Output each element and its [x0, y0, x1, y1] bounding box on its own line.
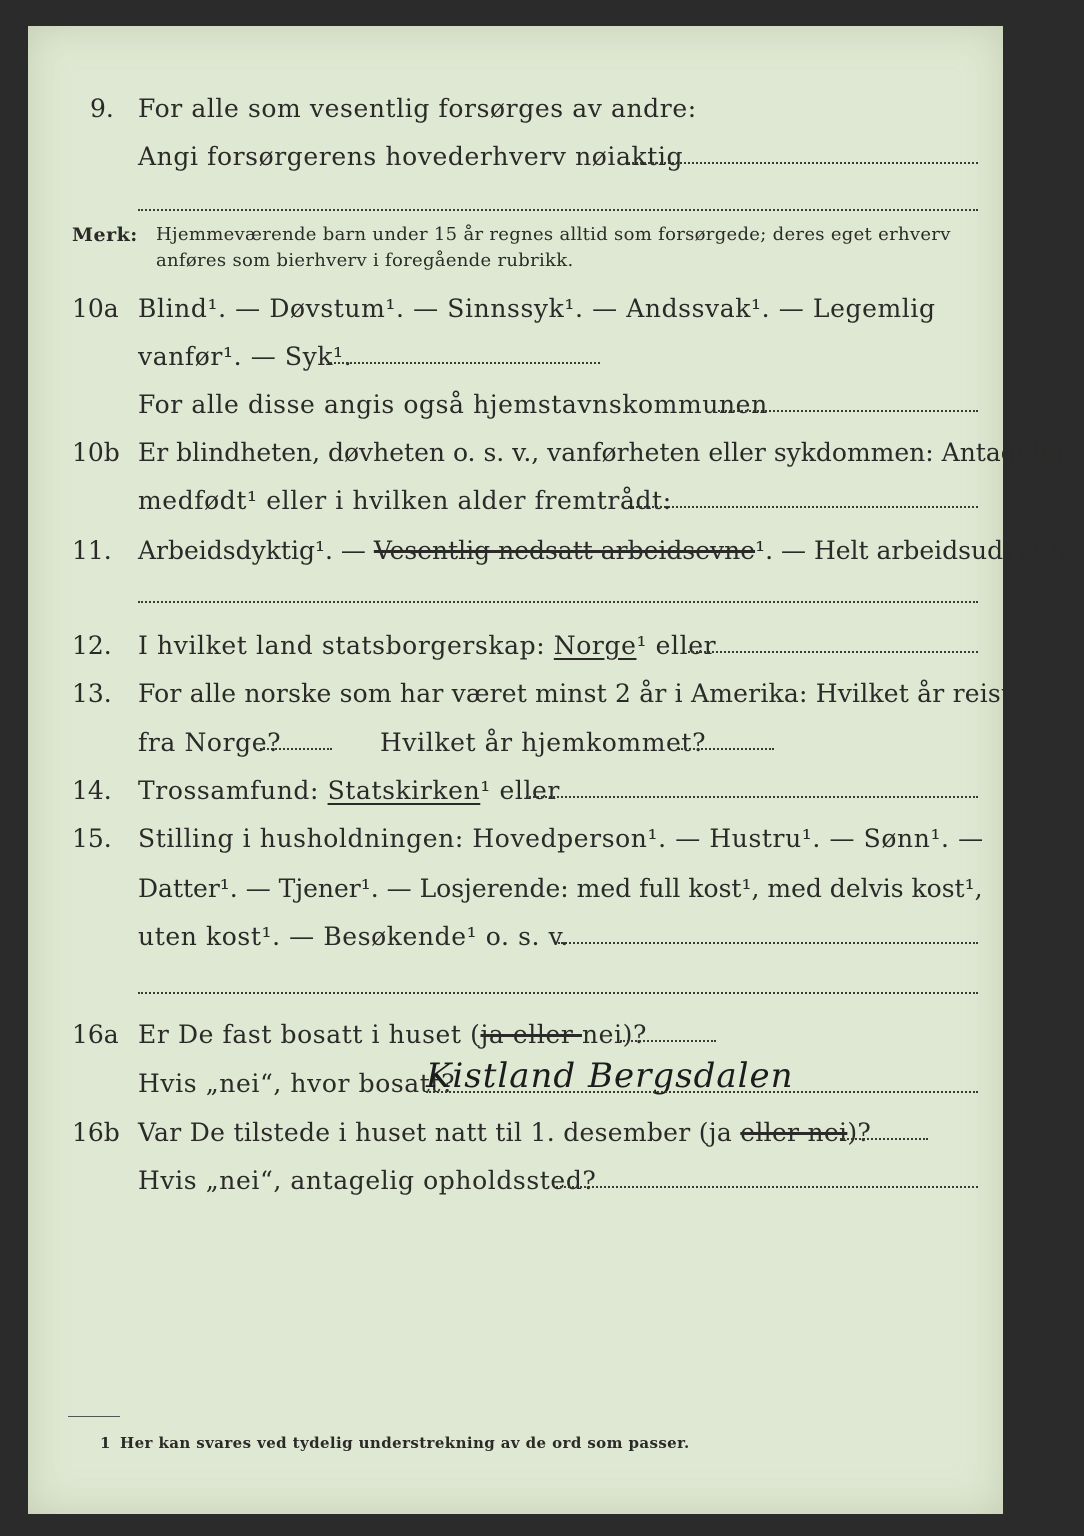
q16a-struck: ja eller — [480, 1020, 582, 1049]
q13-number: 13. — [72, 679, 112, 708]
q16a-handwritten-answer: Kistland Bergsdalen — [426, 1056, 794, 1096]
q10a-syk-dots — [330, 362, 600, 364]
q14-statskirken-underlined: Statskirken — [327, 776, 481, 805]
q15-line3: uten kost¹. — Besøkende¹ o. s. v. — [138, 922, 569, 951]
q10b-number: 10b — [72, 438, 120, 467]
q16b-line1 — [138, 1118, 871, 1147]
q15-line1: Stilling i husholdningen: Hovedperson¹. — Hustru¹. — Sønn¹. — — [138, 824, 984, 853]
q16b-pre: Var De tilstede i huset natt til 1. desember (ja — [138, 1118, 741, 1147]
q11-number: 11. — [72, 536, 112, 565]
q16a-pre: Er De fast bosatt i huset ( — [138, 1020, 481, 1049]
footnote-rule — [68, 1416, 120, 1417]
q15-extra-dots — [138, 992, 978, 994]
q13-line2b: Hvilket år hjemkommet? — [380, 728, 707, 757]
q16b-struck: eller nei — [740, 1118, 848, 1147]
q16a-number: 16a — [72, 1020, 119, 1049]
q13-line1: For alle norske som har været minst 2 år i Amerika: Hvilket år reist — [138, 679, 1012, 708]
q12-post: ¹ eller — [636, 631, 717, 660]
q16a-line2: Hvis „nei“, hvor bosatt? — [138, 1069, 456, 1098]
q15-answer-dots — [558, 942, 978, 944]
q13-reist-dots — [260, 748, 332, 750]
q12-number: 12. — [72, 631, 112, 660]
q10a-kommune-dots — [718, 410, 978, 412]
q12-answer-dots — [688, 651, 978, 653]
footnote-text: Her kan svares ved tydelig understrekning av de ord som passer. — [120, 1434, 690, 1452]
q10a-number: 10a — [72, 294, 119, 323]
q11-line — [138, 536, 1084, 565]
q16b-number: 16b — [72, 1118, 120, 1147]
q16b-opholdssted-dots — [556, 1186, 978, 1188]
q16a-bosatt-dots — [426, 1091, 978, 1093]
merk-line1: Hjemmeværende barn under 15 år regnes alltid som forsørgede; deres eget erhverv — [156, 224, 951, 245]
q11-part1: Arbeidsdyktig¹. — — [138, 536, 374, 565]
q14-number: 14. — [72, 776, 112, 805]
q12-pre: I hvilket land statsborgerskap: — [138, 631, 554, 660]
q15-line2: Datter¹. — Tjener¹. — Losjerende: med full kost¹, med delvis kost¹, — [138, 874, 983, 903]
q16b-post: )? — [847, 1118, 872, 1147]
q13-line2a: fra Norge? — [138, 728, 282, 757]
merk-label: Merk: — [72, 224, 138, 246]
q11-struck-answer: Vesentlig nedsatt arbeidsevne — [373, 536, 756, 565]
q16a-line1 — [138, 1020, 647, 1049]
census-form-page — [28, 26, 1084, 1514]
q9-extra-dots — [138, 209, 978, 211]
q16b-answer-dots — [840, 1138, 928, 1140]
q9-line1: For alle som vesentlig forsørges av andre: — [138, 94, 697, 123]
q13-hjemkommet-dots — [678, 748, 774, 750]
q9-answer-dots — [628, 162, 978, 164]
footnote-mark: 1 — [100, 1434, 111, 1452]
q16a-post: nei)? — [581, 1020, 648, 1049]
q9-line2: Angi forsørgerens hovederhverv nøiaktig — [138, 142, 684, 171]
q10b-line2: medfødt¹ eller i hvilken alder fremtrådt: — [138, 486, 672, 515]
q10a-line1: Blind¹. — Døvstum¹. — Sinnssyk¹. — Andssvak¹. — Legemlig — [138, 294, 936, 323]
q12-line — [138, 631, 716, 660]
merk-line2: anføres som bierhverv i foregående rubrikk. — [156, 250, 574, 271]
q12-norge-underlined: Norge — [553, 631, 637, 660]
q11-extra-dots — [138, 601, 978, 603]
q14-post: ¹ eller — [480, 776, 560, 805]
q16b-line2: Hvis „nei“, antagelig opholdssted? — [138, 1166, 597, 1195]
q16a-answer-dots — [620, 1040, 716, 1042]
q14-line — [138, 776, 560, 805]
q10b-line1: Er blindheten, døvheten o. s. v., vanførheten eller sykdommen: Antagelig — [138, 438, 1064, 467]
q10a-line3: For alle disse angis også hjemstavnskommunen — [138, 390, 768, 419]
q14-pre: Trossamfund: — [138, 776, 328, 805]
q9-number: 9. — [90, 94, 114, 123]
q15-number: 15. — [72, 824, 112, 853]
q10b-answer-dots — [628, 506, 978, 508]
q11-part3: ¹. — Helt arbeidsudyktig¹. — [755, 536, 1084, 565]
q14-answer-dots — [526, 796, 978, 798]
q10a-line2: vanfør¹. — Syk¹. — [138, 342, 353, 371]
